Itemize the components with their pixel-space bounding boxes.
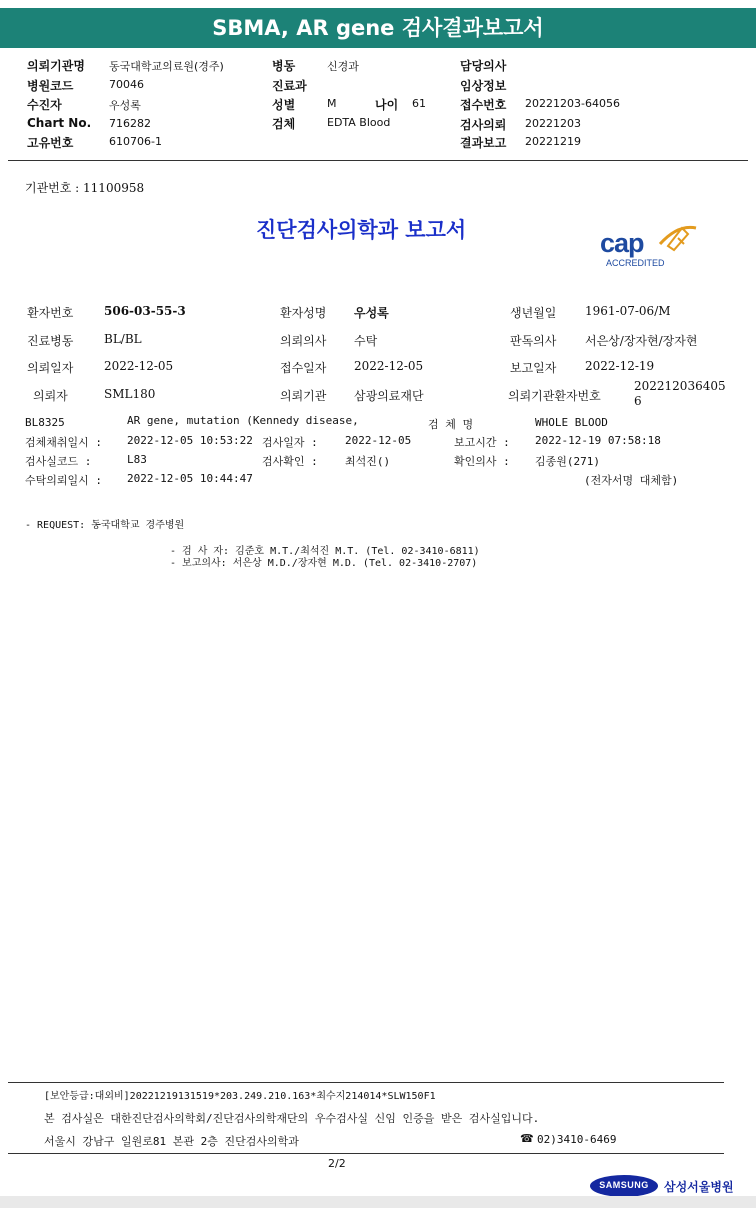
patient-value-ward: BL/BL [104,332,142,346]
header-label-age: 나이 [375,98,399,112]
patient-label-request-date: 의뢰일자 [27,361,74,375]
staff-line-doctor: - 보고의사: 서은상 M.D./장자현 M.D. (Tel. 02-3410-2707) [170,558,478,569]
test-value-lab-code: L83 [127,453,147,466]
patient-value-institution: 삼광의료재단 [354,389,424,403]
test-specimen-value: WHOLE BLOOD [535,416,608,429]
samsung-logo [590,1175,658,1197]
test-label-consign-time: 수탁의뢰일시 : [25,474,103,487]
patient-label-name: 환자성명 [280,306,327,320]
test-value-report-time: 2022-12-19 07:58:18 [535,434,661,447]
patient-value-receipt-date: 2022-12-05 [354,359,424,373]
patient-value-request-date: 2022-12-05 [104,359,174,373]
patient-value-inst-patient-no: 202212036405 [634,379,726,393]
header-label-clinical-info: 임상정보 [460,79,507,93]
patient-label-requester: 의뢰자 [33,389,68,403]
patient-label-institution: 의뢰기관 [280,389,327,403]
test-label-report-time: 보고시간 : [454,436,510,449]
header-label-patient: 수진자 [27,98,62,112]
samsung-logo-text: SAMSUNG [599,1180,649,1190]
footer-security: [보안등급:대외비]20221219131519*203.249.210.163*최수지214014*SLW150F1 [44,1091,436,1102]
staff-line-technician: - 검 사 자: 김준호 M.T./최석진 M.T. (Tel. 02-3410-6811) [170,546,480,557]
header-value-result-date: 20221219 [525,135,581,148]
header-label-specimen: 검체 [272,117,296,131]
footer-address: 서울시 강남구 일원로81 본관 2층 진단검사의학과 [44,1135,299,1148]
footer-phone: 02)3410-6469 [537,1133,617,1146]
patient-value-number: 506-03-55-3 [104,304,186,318]
phone-icon: ☎ [520,1132,534,1145]
test-value-consign-time: 2022-12-05 10:44:47 [127,472,253,485]
patient-label-number: 환자번호 [27,306,74,320]
institution-number: 기관번호 : 11100958 [25,181,145,195]
test-label-collection: 검체채취일시 : [25,436,103,449]
header-value-ward: 신경과 [327,60,359,73]
patient-value-name: 우성록 [354,306,389,320]
header-label-hospital-code: 병원코드 [27,79,74,93]
patient-value-inst-patient-no-cont: 6 [634,394,642,408]
header-value-institution: 동국대학교의료원(경주) [109,60,224,73]
test-value-collection: 2022-12-05 10:53:22 [127,434,253,447]
test-code: BL8325 [25,416,65,429]
header-label-doctor: 담당의사 [460,59,507,73]
patient-label-ward: 진료병동 [27,334,74,348]
hospital-name: 삼성서울병원 [664,1180,734,1194]
footer-certification: 본 검사실은 대한진단검사의학회/진단검사의학재단의 우수검사실 신임 인증을 받은 검사실입니다. [44,1112,540,1125]
patient-label-reader: 판독의사 [510,334,557,348]
test-label-confirm-doctor: 확인의사 : [454,455,510,468]
page-number: 2/2 [328,1157,346,1170]
patient-value-birth: 1961-07-06/M [585,304,671,318]
header-label-result-date: 결과보고 [460,136,507,150]
header-value-sex: M [327,97,337,110]
patient-value-doctor: 수탁 [354,334,378,348]
header-divider [8,160,748,161]
header-value-hospital-code: 70046 [109,78,144,91]
test-value-confirm-doctor: 김종원(271) [535,455,600,468]
report-header-title: SBMA, AR gene 검사결과보고서 [0,8,756,48]
patient-label-birth: 생년월일 [510,306,557,320]
patient-label-receipt-date: 접수일자 [280,361,327,375]
header-value-patient: 우성록 [109,99,141,112]
header-label-ward: 병동 [272,59,296,73]
page-bottom-strip [0,1196,756,1208]
cap-logo-word: cap [600,228,644,258]
test-specimen-label: 검 체 명 [428,418,474,431]
test-value-verify: 최석진() [345,455,391,468]
footer-divider-top [8,1082,724,1083]
patient-label-report-date: 보고일자 [510,361,557,375]
test-esign-note: (전자서명 대체함) [584,474,679,487]
patient-label-doctor: 의뢰의사 [280,334,327,348]
patient-value-requester: SML180 [104,387,156,401]
patient-value-report-date: 2022-12-19 [585,359,655,373]
patient-value-reader: 서은상/장자현/장자현 [585,334,698,348]
request-line: - REQUEST: 동국대학교 경주병원 [25,520,185,531]
header-label-receipt-no: 접수번호 [460,98,507,112]
cap-logo-sub: ACCREDITED [606,258,665,268]
header-value-chart-no: 716282 [109,117,151,130]
header-label-unique-no: 고유번호 [27,136,74,150]
test-value-test-date: 2022-12-05 [345,434,412,447]
header-value-unique-no: 610706-1 [109,135,162,148]
footer-divider-bottom [8,1153,724,1154]
header-value-receipt-no: 20221203-64056 [525,97,620,110]
header-label-request-date: 검사의뢰 [460,118,507,132]
patient-label-inst-patient-no: 의뢰기관환자번호 [508,389,601,403]
header-label-sex: 성별 [272,98,296,112]
test-label-verify: 검사확인 : [262,455,318,468]
test-name: AR gene, mutation (Kennedy disease, [127,414,359,427]
header-label-chart-no: Chart No. [27,116,92,130]
header-value-age: 61 [412,97,426,110]
cap-accredited-logo [598,216,706,272]
test-label-lab-code: 검사실코드 : [25,455,92,468]
report-title: 진단검사의학과 보고서 [256,217,467,242]
header-label-institution: 의뢰기관명 [27,59,85,73]
header-value-specimen: EDTA Blood [327,116,391,129]
test-label-test-date: 검사일자 : [262,436,318,449]
header-value-request-date: 20221203 [525,117,581,130]
header-label-dept: 진료과 [272,79,307,93]
